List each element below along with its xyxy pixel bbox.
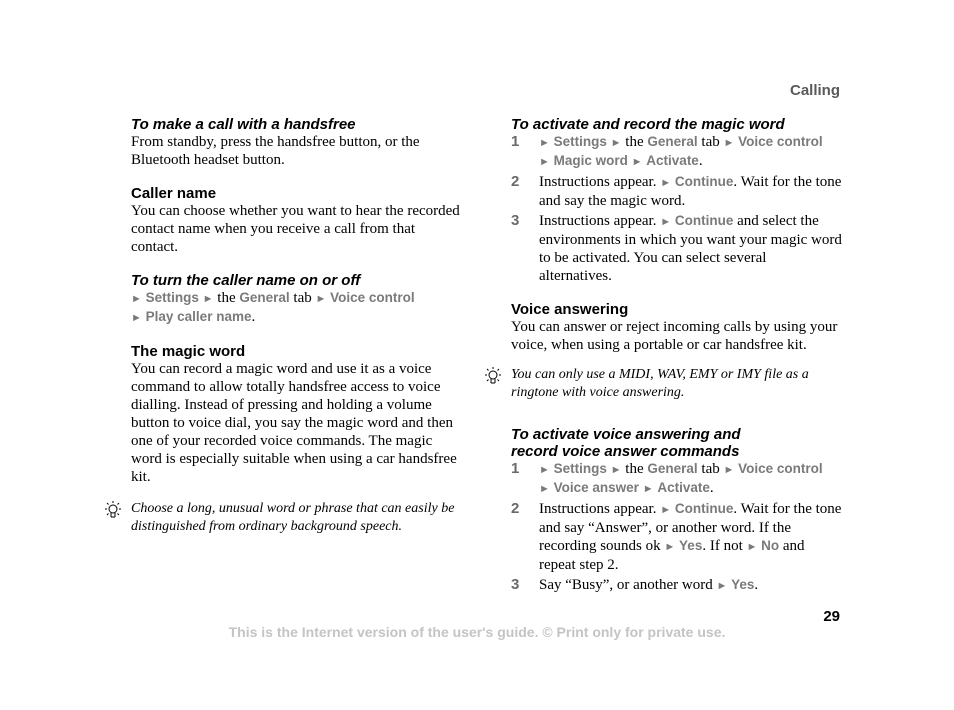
heading-line: record voice answer commands bbox=[511, 443, 740, 460]
lightbulb-icon bbox=[482, 366, 504, 388]
text-the: the bbox=[217, 290, 236, 306]
step-text: Instructions appear. bbox=[539, 174, 657, 190]
menu-voice-control: Voice control bbox=[738, 461, 823, 476]
activate-magic-heading: To activate and record the magic word bbox=[511, 116, 785, 133]
menu-general: General bbox=[239, 290, 290, 305]
menu-no: No bbox=[761, 538, 780, 553]
tip-text: You can only use a MIDI, WAV, EMY or IMY file as a ringtone with voice answering. bbox=[511, 367, 809, 400]
text-tab: tab bbox=[701, 134, 720, 150]
tip-magic-word bbox=[131, 500, 461, 536]
menu-yes: Yes bbox=[731, 577, 755, 592]
period: . bbox=[251, 309, 256, 325]
period: . bbox=[754, 577, 759, 593]
menu-voice-control: Voice control bbox=[738, 134, 823, 149]
text-the: the bbox=[625, 461, 644, 477]
page-number: 29 bbox=[823, 608, 840, 625]
caller-toggle-heading: To turn the caller name on or off bbox=[131, 272, 361, 289]
arrow-icon: ► bbox=[131, 312, 142, 324]
arrow-icon: ► bbox=[315, 293, 327, 305]
menu-settings: Settings bbox=[553, 461, 607, 476]
step-text: Say “Busy”, or another word bbox=[539, 577, 713, 593]
step-item bbox=[511, 173, 843, 210]
voice-answering-heading: Voice answering bbox=[511, 301, 629, 318]
step-number: 1 bbox=[511, 460, 520, 477]
arrow-icon: ► bbox=[539, 137, 550, 149]
menu-voice-control: Voice control bbox=[330, 290, 415, 305]
step-number: 2 bbox=[511, 173, 520, 190]
tip-text: Choose a long, unusual word or phrase that can easily be distinguished from ordinary background speech. bbox=[131, 501, 455, 534]
tip-voice-answering bbox=[511, 366, 843, 402]
menu-settings: Settings bbox=[145, 290, 199, 305]
arrow-icon: ► bbox=[539, 156, 550, 168]
menu-general: General bbox=[647, 134, 698, 149]
arrow-icon: ► bbox=[610, 464, 622, 476]
arrow-icon: ► bbox=[723, 137, 735, 149]
step-item bbox=[511, 576, 843, 595]
arrow-icon: ► bbox=[723, 464, 735, 476]
caller-name-heading: Caller name bbox=[131, 185, 217, 202]
arrow-icon: ► bbox=[610, 137, 622, 149]
heading-line: To activate voice answering and bbox=[511, 426, 741, 443]
section-header: Calling bbox=[789, 82, 840, 99]
step-number: 3 bbox=[511, 576, 520, 593]
arrow-icon: ► bbox=[746, 541, 758, 553]
magic-word-heading: The magic word bbox=[131, 343, 246, 360]
menu-play-caller-name: Play caller name bbox=[145, 309, 252, 324]
step-item bbox=[511, 212, 843, 285]
step-text: and select the environments in which you want your magic word to be activated. You can select several alternatives. bbox=[539, 213, 842, 284]
arrow-icon: ► bbox=[660, 177, 672, 189]
arrow-icon: ► bbox=[716, 580, 728, 592]
arrow-icon: ► bbox=[642, 483, 654, 495]
menu-voice-answer: Voice answer bbox=[553, 480, 639, 495]
menu-continue: Continue bbox=[674, 501, 734, 516]
activate-voice-heading bbox=[511, 426, 843, 460]
menu-magic-word: Magic word bbox=[553, 153, 628, 168]
text-the: the bbox=[625, 134, 644, 150]
step-number: 1 bbox=[511, 133, 520, 150]
step-text: . Wait for the tone and say the magic word. bbox=[539, 174, 842, 209]
step-text: . Wait for the tone and say “Answer”, or another word. If the recording sounds ok bbox=[539, 501, 842, 554]
text-tab: tab bbox=[701, 461, 720, 477]
step-text: Instructions appear. bbox=[539, 213, 657, 229]
step-item bbox=[511, 500, 843, 574]
step-number: 2 bbox=[511, 500, 520, 517]
arrow-icon: ► bbox=[660, 216, 672, 228]
text-tab: tab bbox=[293, 290, 312, 306]
arrow-icon: ► bbox=[202, 293, 214, 305]
arrow-icon: ► bbox=[539, 483, 550, 495]
menu-activate: Activate bbox=[657, 480, 710, 495]
magic-word-body: You can record a magic word and use it as a voice command to allow totally handsfree access to voice dialling. Instead of pressing and holding a volume button to voice dial, you say the magic word and then one of your recorded voice commands. The magic word is especially suitable when using a car handsfree kit. bbox=[131, 361, 457, 485]
menu-continue: Continue bbox=[674, 213, 734, 228]
period: . bbox=[698, 153, 703, 169]
step-item bbox=[511, 460, 843, 498]
handsfree-heading: To make a call with a handsfree bbox=[131, 116, 356, 133]
menu-continue: Continue bbox=[674, 174, 734, 189]
step-number: 3 bbox=[511, 212, 520, 229]
step-text: Instructions appear. bbox=[539, 501, 657, 517]
footer-notice: This is the Internet version of the user's guide. © Print only for private use. bbox=[228, 624, 726, 640]
arrow-icon: ► bbox=[131, 293, 142, 305]
arrow-icon: ► bbox=[660, 504, 672, 516]
menu-general: General bbox=[647, 461, 698, 476]
right-column bbox=[511, 116, 843, 597]
menu-activate: Activate bbox=[646, 153, 699, 168]
arrow-icon: ► bbox=[664, 541, 676, 553]
left-column bbox=[131, 116, 461, 536]
voice-answering-body: You can answer or reject incoming calls by using your voice, when using a portable or car handsfree kit. bbox=[511, 319, 838, 353]
caller-toggle-instructions bbox=[131, 289, 461, 327]
step-text: . If not bbox=[702, 538, 743, 554]
menu-yes: Yes bbox=[679, 538, 703, 553]
step-text: and repeat step 2. bbox=[539, 538, 805, 573]
arrow-icon: ► bbox=[631, 156, 643, 168]
lightbulb-icon bbox=[102, 500, 124, 522]
caller-name-body: You can choose whether you want to hear the recorded contact name when you receive a call from that contact. bbox=[131, 203, 460, 255]
handsfree-body: From standby, press the handsfree button, or the Bluetooth headset button. bbox=[131, 134, 420, 168]
menu-settings: Settings bbox=[553, 134, 607, 149]
step-item bbox=[511, 133, 843, 171]
arrow-icon: ► bbox=[539, 464, 550, 476]
period: . bbox=[709, 480, 714, 496]
